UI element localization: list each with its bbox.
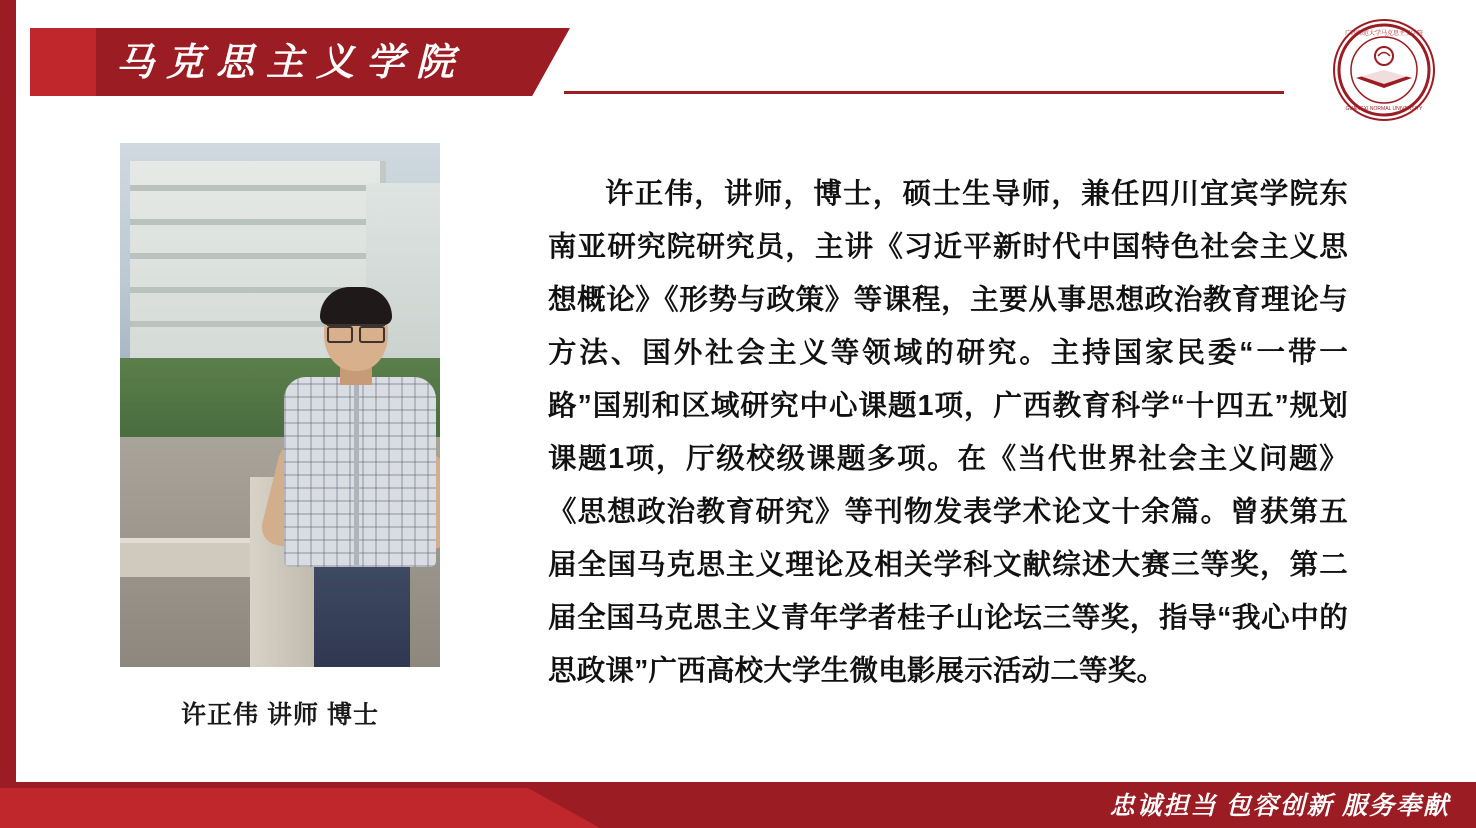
person-shirt-placket: [354, 385, 359, 565]
person-trousers: [314, 559, 410, 667]
school-emblem-icon: [1332, 18, 1436, 122]
portrait-photo: [120, 143, 440, 667]
glasses-icon: [327, 324, 385, 339]
person-shirt: [284, 377, 436, 567]
footer-accent-shape: [0, 788, 600, 828]
photo-caption: 许正伟 讲师 博士: [181, 701, 379, 729]
person-hair: [320, 287, 392, 325]
biography-text: 许正伟，讲师，博士，硕士生导师，兼任四川宜宾学院东南亚研究院研究员，主讲《习近平新时代中国特色社会主义思想概论》《形势与政策》等课程，主要从事思想政治教育理论与方法、国外社会主义等领域的研究。主持国家民委“一带一路”国别和区域研究中心课题1项，广西教育科学“十四五”规划课题1项，厅级校级课题多项。在《当代世界社会主义问题》《思想政治教育研究》等刊物发表学术论文十余篇。曾获第五届全国马克思主义理论及相关学科文献综述大赛三等奖，第二届全国马克思主义青年学者桂子山论坛三等奖，指导“我心中的思政课”广西高校大学生微电影展示活动二等奖。: [548, 178, 1348, 687]
left-edge-bar: [0, 0, 16, 828]
header-rule: [564, 91, 1284, 94]
slide-header: [16, 28, 1476, 100]
svg-text:广西师范大学马克思主义学院: 广西师范大学马克思主义学院: [1344, 31, 1424, 37]
photo-person: [270, 293, 440, 667]
header-banner-accent: [30, 28, 96, 96]
institute-title: 马克思主义学院: [116, 42, 467, 84]
footer-slogan: 忠诚担当 包容创新 服务奉献: [1109, 793, 1450, 820]
svg-text:GUANGXI NORMAL UNIVERSITY: GUANGXI NORMAL UNIVERSITY: [1345, 106, 1423, 112]
slide-footer: [0, 772, 1476, 828]
